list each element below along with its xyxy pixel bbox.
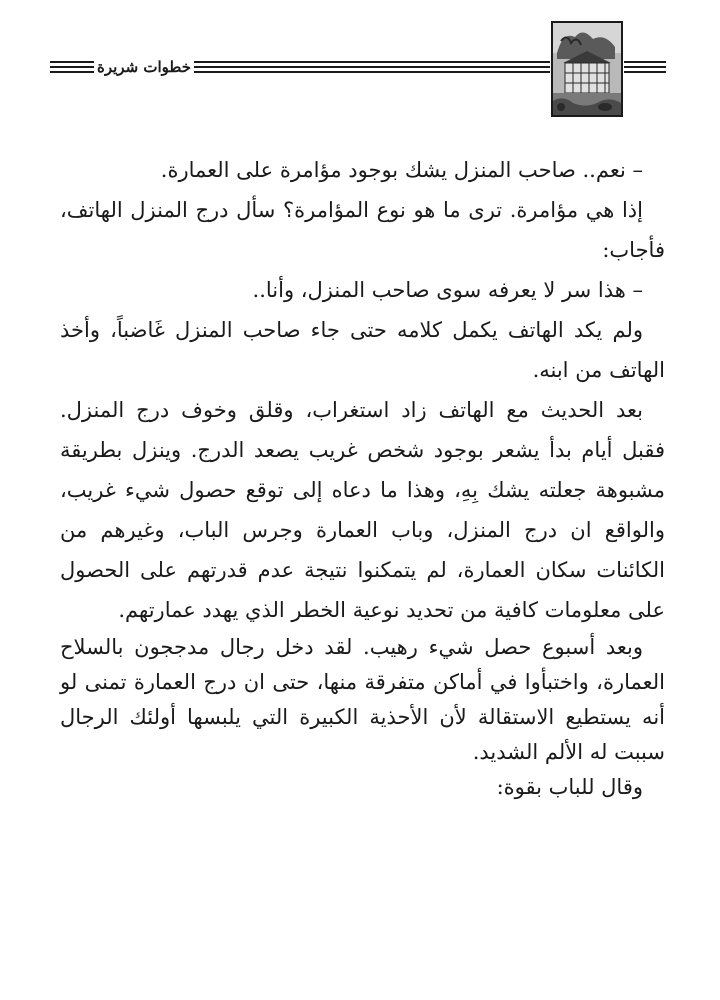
paragraph-4: ولم يكد الهاتف يكمل كلامه حتى جاء صاحب المنزل غَاضباً، وأخذ الهاتف من ابنه. [60, 318, 665, 382]
paragraph-6: وبعد أسبوع حصل شيء رهيب. لقد دخل رجال مدججون بالسلاح العمارة، واختبأوا في أماكن متفرقة منها، حتى ان درج العمارة تمنى لو أنه يستطيع الاستقالة لأن الأحذية الكبيرة التي يلبسها أولئك الرجال سببت له الألم الشديد. [60, 635, 665, 764]
paragraph-1: – نعم.. صاحب المنزل يشك بوجود مؤامرة على العمارة. [160, 158, 643, 182]
paragraph-5: بعد الحديث مع الهاتف زاد استغراب، وقلق وخوف درج المنزل. فقبل أيام بدأ يشعر بوجود شخص غريب يصعد الدرج. وينزل بطريقة مشبوهة جعلته يشك بِهِ، وهذا ما دعاه إلى توقع حصول شيء غريب، والواقع ان درج المنزل، وباب العمارة وجرس الباب، وغيرهم من الكائنات سكان العمارة، لم يتمكنوا نتيجة عدم قدرتهم على الحصول على معلومات كافية من تحديد نوعية الخطر الذي يهدد عمارتهم. [60, 398, 665, 622]
header-rule-left [50, 59, 94, 75]
building-illustration-icon [551, 21, 623, 117]
page-header [0, 0, 720, 130]
running-title: خطوات شريرة [97, 58, 191, 76]
paragraph-3: – هذا سر لا يعرفه سوى صاحب المنزل، وأنا.. [252, 278, 643, 302]
paragraph-2: إذا هي مؤامرة. ترى ما هو نوع المؤامرة؟ سأل درج المنزل الهاتف، فأجاب: [60, 198, 665, 262]
header-rule-middle [194, 59, 550, 75]
body-text [60, 150, 665, 805]
header-rule-right [624, 59, 666, 75]
paragraph-7: وقال للباب بقوة: [496, 775, 643, 799]
